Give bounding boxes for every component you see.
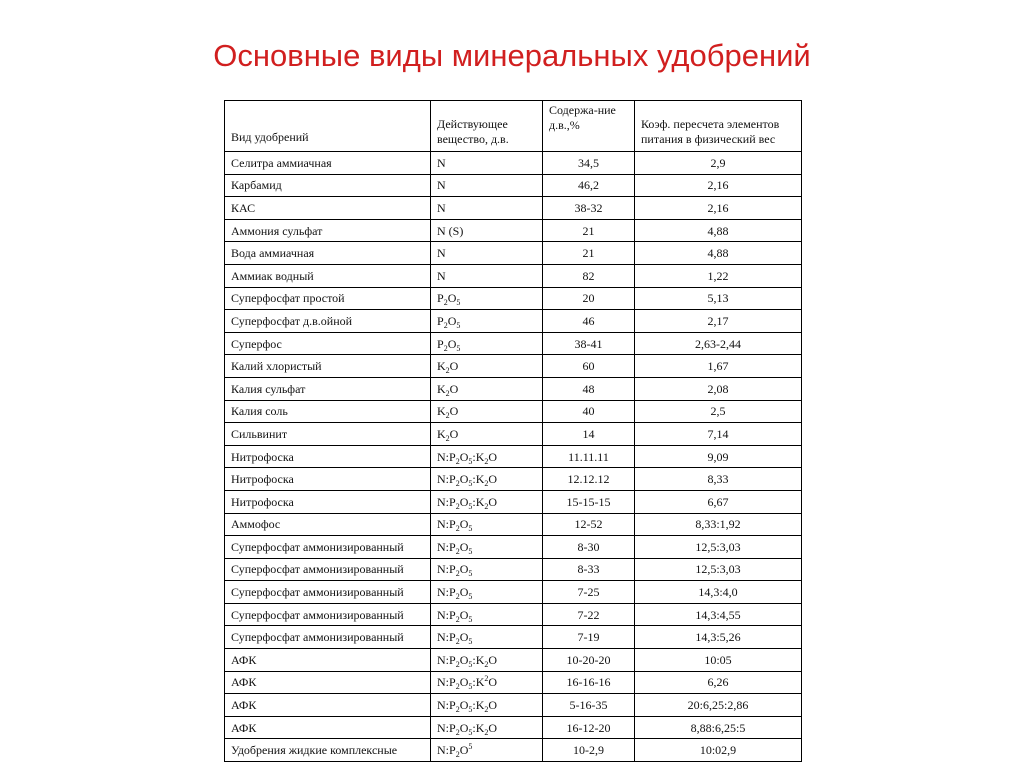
- fertilizer-table: [224, 100, 802, 762]
- content-percent-cell: 46,2: [543, 174, 635, 197]
- active-substance-cell: $N:P_2O_5$: [431, 581, 543, 604]
- table-row: [225, 197, 802, 220]
- active-substance-cell: $N:P_2O_5:K_2O$: [431, 490, 543, 513]
- active-substance-cell: $N:P_2O_5$: [431, 536, 543, 559]
- active-substance-cell: N: [431, 197, 543, 220]
- content-percent-cell: 60: [543, 355, 635, 378]
- fertilizer-name-cell: Нитрофоска: [225, 445, 431, 468]
- fertilizer-name-cell: Удобрения жидкие комплексные: [225, 739, 431, 762]
- active-substance-cell: $N:P_2O_5$: [431, 603, 543, 626]
- conversion-coefficient-cell: 4,88: [635, 242, 802, 265]
- content-percent-cell: 12.12.12: [543, 468, 635, 491]
- table-row: [225, 468, 802, 491]
- table-row: [225, 174, 802, 197]
- active-substance-cell: $K_2O$: [431, 423, 543, 446]
- active-substance-cell: $N:P_2O_5$: [431, 626, 543, 649]
- content-percent-cell: 82: [543, 264, 635, 287]
- active-substance-cell: N: [431, 242, 543, 265]
- content-percent-cell: 38-32: [543, 197, 635, 220]
- conversion-coefficient-cell: 2,63-2,44: [635, 332, 802, 355]
- table-row: [225, 671, 802, 694]
- conversion-coefficient-cell: 14,3:4,0: [635, 581, 802, 604]
- conversion-coefficient-cell: 20:6,25:2,86: [635, 694, 802, 717]
- table-row: [225, 400, 802, 423]
- active-substance-cell: $P_2O_5$: [431, 310, 543, 333]
- fertilizer-name-cell: Карбамид: [225, 174, 431, 197]
- active-substance-cell: N: [431, 264, 543, 287]
- fertilizer-name-cell: АФК: [225, 716, 431, 739]
- conversion-coefficient-cell: 14,3:5,26: [635, 626, 802, 649]
- fertilizer-name-cell: Калия сульфат: [225, 377, 431, 400]
- fertilizer-name-cell: АФК: [225, 649, 431, 672]
- content-percent-cell: 16-16-16: [543, 671, 635, 694]
- fertilizer-name-cell: Суперфосфат аммонизированный: [225, 581, 431, 604]
- table-row: [225, 332, 802, 355]
- table-row: [225, 739, 802, 762]
- conversion-coefficient-cell: 8,88:6,25:5: [635, 716, 802, 739]
- active-substance-cell: $N:P_2O_5:K_2O$: [431, 445, 543, 468]
- content-percent-cell: 5-16-35: [543, 694, 635, 717]
- table-header-row: [225, 101, 802, 152]
- content-percent-cell: 14: [543, 423, 635, 446]
- table-row: [225, 355, 802, 378]
- content-percent-cell: 10-20-20: [543, 649, 635, 672]
- fertilizer-name-cell: Суперфосфат простой: [225, 287, 431, 310]
- active-substance-cell: $K_2O$: [431, 355, 543, 378]
- active-substance-cell: $N:P_2O_5$: [431, 558, 543, 581]
- table-row: [225, 603, 802, 626]
- fertilizer-name-cell: Суперфосфат аммонизированный: [225, 603, 431, 626]
- fertilizer-name-cell: Сильвинит: [225, 423, 431, 446]
- header-content-percent: Содержа-ние д.в.,%: [543, 101, 635, 152]
- table-row: [225, 536, 802, 559]
- conversion-coefficient-cell: 2,16: [635, 197, 802, 220]
- content-percent-cell: 34,5: [543, 152, 635, 175]
- conversion-coefficient-cell: 8,33:1,92: [635, 513, 802, 536]
- fertilizer-name-cell: Суперфосфат аммонизированный: [225, 626, 431, 649]
- fertilizer-name-cell: Суперфосфат д.в.ойной: [225, 310, 431, 333]
- active-substance-cell: $N:P_2O_5:K_2O$: [431, 468, 543, 491]
- header-active-substance: Действующее вещество, д.в.: [431, 101, 543, 152]
- fertilizer-name-cell: Суперфосфат аммонизированный: [225, 558, 431, 581]
- table-row: [225, 152, 802, 175]
- table-row: [225, 513, 802, 536]
- table-row: [225, 716, 802, 739]
- fertilizer-name-cell: АФК: [225, 671, 431, 694]
- content-percent-cell: 7-25: [543, 581, 635, 604]
- fertilizer-name-cell: Калий хлористый: [225, 355, 431, 378]
- conversion-coefficient-cell: 4,88: [635, 219, 802, 242]
- active-substance-cell: $N:P_2O_5:K_2O$: [431, 649, 543, 672]
- conversion-coefficient-cell: 2,17: [635, 310, 802, 333]
- content-percent-cell: 16-12-20: [543, 716, 635, 739]
- active-substance-cell: $P_2O_5$: [431, 332, 543, 355]
- fertilizer-name-cell: Калия соль: [225, 400, 431, 423]
- content-percent-cell: 40: [543, 400, 635, 423]
- table-row: [225, 377, 802, 400]
- conversion-coefficient-cell: 5,13: [635, 287, 802, 310]
- page-title: Основные виды минеральных удобрений: [213, 38, 811, 73]
- fertilizer-name-cell: КАС: [225, 197, 431, 220]
- header-conversion-coefficient: Коэф. пересчета элементов питания в физический вес: [635, 101, 802, 152]
- table-row: [225, 626, 802, 649]
- content-percent-cell: 21: [543, 219, 635, 242]
- content-percent-cell: 11.11.11: [543, 445, 635, 468]
- table-row: [225, 219, 802, 242]
- conversion-coefficient-cell: 2,5: [635, 400, 802, 423]
- content-percent-cell: 12-52: [543, 513, 635, 536]
- content-percent-cell: 10-2,9: [543, 739, 635, 762]
- content-percent-cell: 46: [543, 310, 635, 333]
- table-row: [225, 264, 802, 287]
- content-percent-cell: 15-15-15: [543, 490, 635, 513]
- conversion-coefficient-cell: 8,33: [635, 468, 802, 491]
- active-substance-cell: N: [431, 152, 543, 175]
- header-fertilizer-type: Вид удобрений: [225, 101, 431, 152]
- conversion-coefficient-cell: 2,16: [635, 174, 802, 197]
- fertilizer-name-cell: Вода аммиачная: [225, 242, 431, 265]
- content-percent-cell: 48: [543, 377, 635, 400]
- conversion-coefficient-cell: 2,9: [635, 152, 802, 175]
- fertilizer-name-cell: Суперфосфат аммонизированный: [225, 536, 431, 559]
- conversion-coefficient-cell: 10:02,9: [635, 739, 802, 762]
- conversion-coefficient-cell: 12,5:3,03: [635, 558, 802, 581]
- conversion-coefficient-cell: 12,5:3,03: [635, 536, 802, 559]
- content-percent-cell: 8-33: [543, 558, 635, 581]
- conversion-coefficient-cell: 6,26: [635, 671, 802, 694]
- fertilizer-name-cell: АФК: [225, 694, 431, 717]
- active-substance-cell: $P_2O_5$: [431, 287, 543, 310]
- table-row: [225, 490, 802, 513]
- conversion-coefficient-cell: 9,09: [635, 445, 802, 468]
- table-row: [225, 694, 802, 717]
- fertilizer-name-cell: Нитрофоска: [225, 490, 431, 513]
- conversion-coefficient-cell: 14,3:4,55: [635, 603, 802, 626]
- table-row: [225, 581, 802, 604]
- table-body: [225, 152, 802, 762]
- conversion-coefficient-cell: 2,08: [635, 377, 802, 400]
- conversion-coefficient-cell: 1,22: [635, 264, 802, 287]
- active-substance-cell: $K_2O$: [431, 377, 543, 400]
- conversion-coefficient-cell: 1,67: [635, 355, 802, 378]
- conversion-coefficient-cell: 7,14: [635, 423, 802, 446]
- conversion-coefficient-cell: 6,67: [635, 490, 802, 513]
- content-percent-cell: 8-30: [543, 536, 635, 559]
- active-substance-cell: $N:P_2O_5:K_2O$: [431, 694, 543, 717]
- conversion-coefficient-cell: 10:05: [635, 649, 802, 672]
- fertilizer-name-cell: Аммофос: [225, 513, 431, 536]
- content-percent-cell: 38-41: [543, 332, 635, 355]
- fertilizer-name-cell: Аммония сульфат: [225, 219, 431, 242]
- content-percent-cell: 7-22: [543, 603, 635, 626]
- fertilizer-name-cell: Селитра аммиачная: [225, 152, 431, 175]
- active-substance-cell: N (S): [431, 219, 543, 242]
- fertilizer-name-cell: Нитрофоска: [225, 468, 431, 491]
- table-row: [225, 423, 802, 446]
- active-substance-cell: N: [431, 174, 543, 197]
- active-substance-cell: $N:P_2O_5:K^2O$: [431, 671, 543, 694]
- active-substance-cell: $N:P_2O_5$: [431, 513, 543, 536]
- table-row: [225, 287, 802, 310]
- content-percent-cell: 21: [543, 242, 635, 265]
- fertilizer-name-cell: Аммиак водный: [225, 264, 431, 287]
- fertilizer-name-cell: Суперфос: [225, 332, 431, 355]
- content-percent-cell: 20: [543, 287, 635, 310]
- content-percent-cell: 7-19: [543, 626, 635, 649]
- table-row: [225, 649, 802, 672]
- table-row: [225, 242, 802, 265]
- active-substance-cell: $N:P_2O_5:K_2O$: [431, 716, 543, 739]
- table-row: [225, 310, 802, 333]
- active-substance-cell: $N:P_2O^5$: [431, 739, 543, 762]
- table-row: [225, 558, 802, 581]
- active-substance-cell: $K_2O$: [431, 400, 543, 423]
- table-row: [225, 445, 802, 468]
